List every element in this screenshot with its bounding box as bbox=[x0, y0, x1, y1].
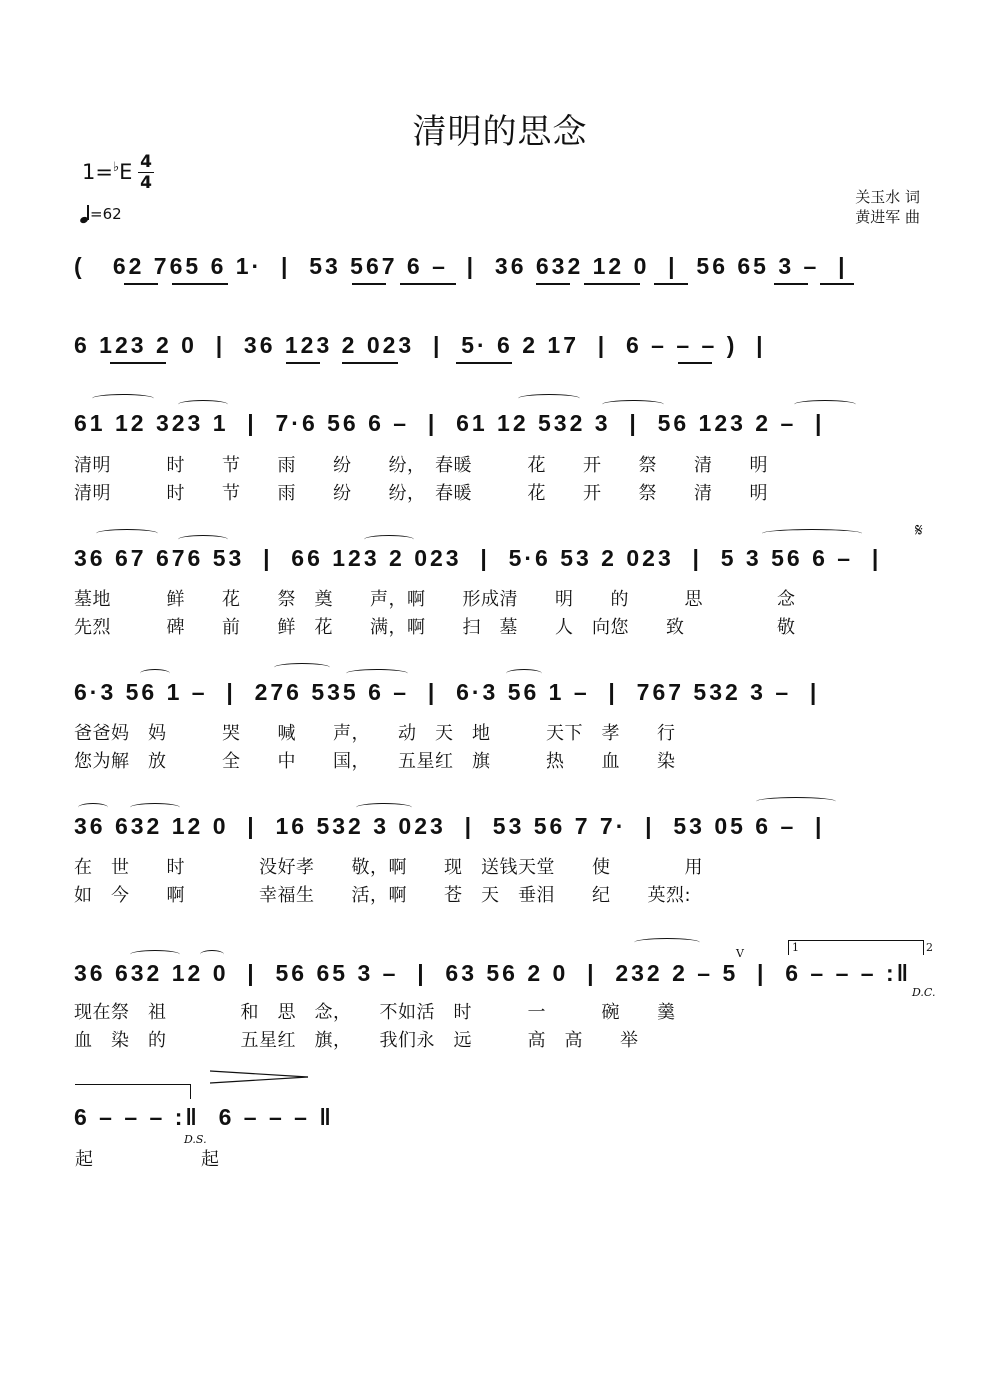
lyrics-verse1: 在 世 时 没好孝 敬，啊 现 送钱天堂 使 用 bbox=[74, 857, 703, 878]
quarter-note-icon bbox=[80, 205, 90, 223]
lyricist: 关玉水 词 bbox=[855, 188, 920, 206]
breath-mark: V bbox=[736, 947, 744, 960]
lyrics-verse1: 墓地 鲜 花 祭 奠 声，啊 形成清 明 的 思 念 bbox=[74, 589, 796, 610]
volta-bracket bbox=[788, 940, 924, 955]
tempo-mark: =62 bbox=[80, 205, 122, 223]
notation-text: 6·3 56 1 – | 276 535 6 – | 6·3 56 1 – | 767 532 3 – | bbox=[74, 679, 820, 705]
lyrics-final: 起 起 bbox=[75, 1149, 219, 1170]
dc-mark: D.C. bbox=[912, 986, 936, 999]
score-row-2 bbox=[74, 332, 934, 392]
segno-mark: 𝄋 bbox=[915, 520, 923, 541]
volta-2: 2 bbox=[926, 941, 933, 954]
decrescendo-hairpin-icon bbox=[210, 1070, 310, 1084]
volta-1: 1 bbox=[792, 941, 799, 954]
score-row-1 bbox=[74, 253, 934, 313]
composer: 黄进军 曲 bbox=[855, 208, 920, 226]
lyrics-verse1: 爸爸妈 妈 哭 喊 声， 动 天 地 天下 孝 行 bbox=[74, 723, 676, 744]
lyrics-verse2: 您为解 放 全 中 国， 五星红 旗 热 血 染 bbox=[74, 751, 676, 772]
notation-text: 6 123 2 0 | 36 123 2 023 | 5· 6 2 17 | 6 – – – ) | bbox=[74, 332, 766, 358]
notation-text: 6 – – – :‖ 6 – – – ‖ bbox=[74, 1104, 334, 1130]
notation-text: ( 62 765 6 1· | 53 567 6 – | 36 632 12 0 | 56 65 3 – | bbox=[74, 253, 848, 279]
volta-bracket bbox=[75, 1084, 191, 1099]
notation-text: 36 632 12 0 | 56 65 3 – | 63 56 2 0 | 232 2 – 5 | 6 – – – :‖ bbox=[74, 960, 912, 986]
notation-text: 36 632 12 0 | 16 532 3 023 | 53 56 7 7· | 53 05 6 – | bbox=[74, 813, 825, 839]
notation-text: 36 67 676 53 | 66 123 2 023 | 5·6 53 2 023 | 5 3 56 6 – | bbox=[74, 545, 882, 571]
ds-mark: D.S. bbox=[184, 1133, 207, 1146]
lyrics-verse2: 清明 时 节 雨 纷 纷， 春暖 花 开 祭 清 明 bbox=[74, 483, 768, 504]
lyrics-verse1: 现在祭 祖 和 思 念， 不如活 时 一 碗 羹 bbox=[74, 1002, 676, 1023]
credits bbox=[780, 187, 920, 227]
key-signature: 1=♭E bbox=[82, 160, 133, 184]
lyrics-verse1: 清明 时 节 雨 纷 纷， 春暖 花 开 祭 清 明 bbox=[74, 455, 768, 476]
lyrics-verse2: 血 染 的 五星红 旗， 我们永 远 高 高 举 bbox=[74, 1030, 639, 1051]
lyrics-verse2: 如 今 啊 幸福生 活，啊 苍 天 垂泪 纪 英烈: bbox=[74, 885, 692, 906]
page-title: 清明的思念 bbox=[412, 112, 588, 152]
notation-text: 61 12 323 1 | 7·6 56 6 – | 61 12 532 3 | 56 123 2 – | bbox=[74, 410, 825, 436]
lyrics-verse2: 先烈 碑 前 鲜 花 满，啊 扫 墓 人 向您 致 敬 bbox=[74, 617, 796, 638]
time-signature: 4 4 bbox=[138, 153, 154, 192]
